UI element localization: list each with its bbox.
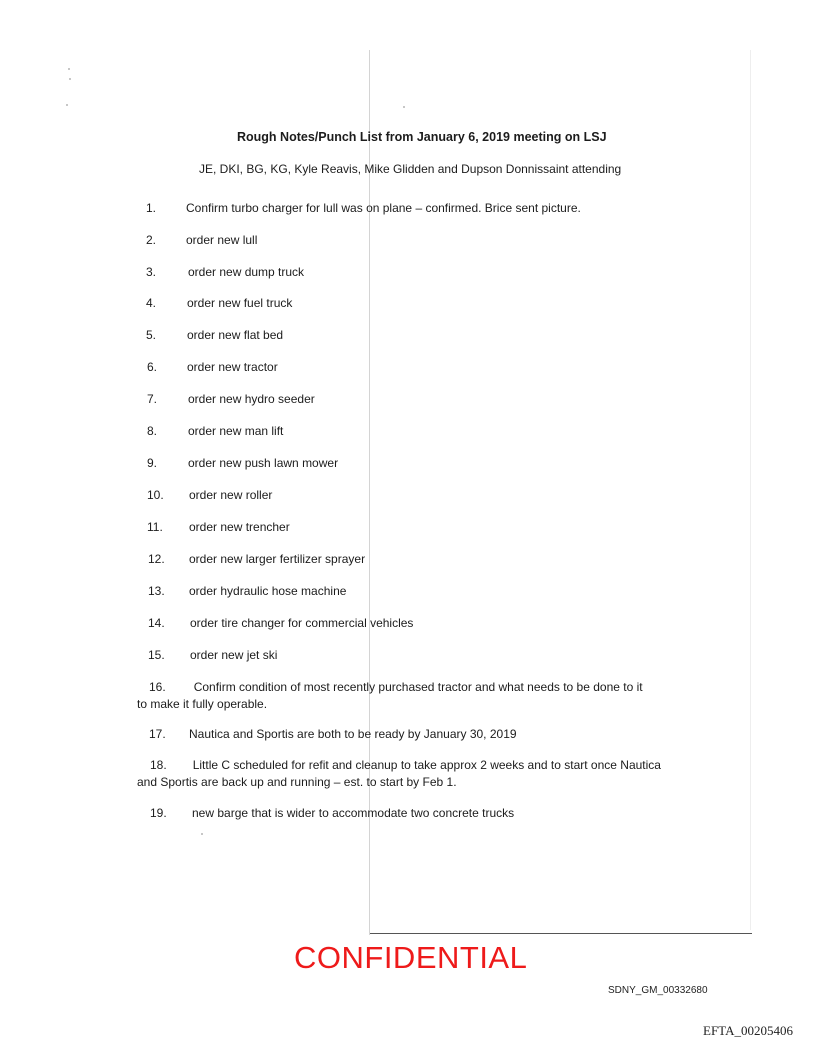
item-number: 6. (147, 360, 158, 374)
item-number: 9. (147, 456, 158, 470)
item-text: order new trencher (189, 520, 290, 534)
scan-speck (66, 104, 68, 106)
item-text: order new lull (186, 233, 258, 247)
item-text: Nautica and Sportis are both to be ready by January 30, 2019 (189, 727, 517, 741)
scan-speck (403, 106, 405, 108)
confidential-stamp: CONFIDENTIAL (294, 940, 528, 975)
item-text: order tire changer for commercial vehicles (190, 616, 414, 630)
document-title: Rough Notes/Punch List from January 6, 2019 meeting on LSJ (237, 130, 607, 144)
item-number: 18. (150, 758, 167, 772)
item-text: order new flat bed (187, 328, 284, 342)
item-text: Confirm condition of most recently purchased tractor and what needs to be done to it (193, 680, 643, 694)
item-text: order new hydro seeder (188, 392, 315, 406)
item-number: 17. (149, 727, 166, 741)
item-text: order new jet ski (190, 648, 278, 662)
item-number: 5. (146, 328, 157, 342)
item-number: 13. (148, 584, 165, 598)
item-number: 1. (146, 201, 157, 215)
bates-number: SDNY_GM_00332680 (608, 985, 708, 996)
item-first-line (137, 680, 643, 694)
item-number: 4. (146, 296, 157, 310)
item-text: order new roller (189, 488, 273, 502)
item-number: 19. (150, 806, 167, 820)
item-number: 16. (149, 680, 166, 694)
item-text: order new dump truck (188, 265, 305, 279)
item-first-line (137, 758, 661, 772)
attendees-line: JE, DKI, BG, KG, Kyle Reavis, Mike Glidden and Dupson Donnissaint attending (199, 162, 622, 176)
item-number: 15. (148, 648, 165, 662)
item-number: 3. (146, 265, 157, 279)
list-item (137, 680, 643, 711)
item-text: order new man lift (188, 424, 284, 438)
item-text: new barge that is wider to accommodate two concrete trucks (192, 806, 515, 820)
scan-edge-line (750, 50, 751, 930)
scan-fold-line (369, 50, 370, 935)
item-number: 7. (147, 392, 158, 406)
item-number: 14. (148, 616, 165, 630)
bottom-rule (370, 933, 752, 934)
item-number: 8. (147, 424, 158, 438)
item-text: Little C scheduled for refit and cleanup to take approx 2 weeks and to start once Nautica (192, 758, 661, 772)
item-continuation: and Sportis are back up and running – est. to start by Feb 1. (137, 775, 457, 789)
item-number: 2. (146, 233, 157, 247)
scan-speck (69, 78, 71, 80)
item-text: order hydraulic hose machine (189, 584, 347, 598)
item-number: 11. (147, 520, 163, 534)
item-continuation: to make it fully operable. (137, 697, 268, 711)
list-item (137, 758, 661, 789)
item-text: order new push lawn mower (188, 456, 339, 470)
item-text: order new fuel truck (187, 296, 293, 310)
scan-speck (201, 833, 203, 835)
item-number: 12. (148, 552, 165, 566)
item-text: order new larger fertilizer sprayer (189, 552, 366, 566)
scan-speck (68, 68, 70, 70)
efta-number: EFTA_00205406 (703, 1023, 793, 1038)
item-text: order new tractor (187, 360, 278, 374)
item-number: 10. (147, 488, 164, 502)
item-text: Confirm turbo charger for lull was on plane – confirmed. Brice sent picture. (186, 201, 581, 215)
